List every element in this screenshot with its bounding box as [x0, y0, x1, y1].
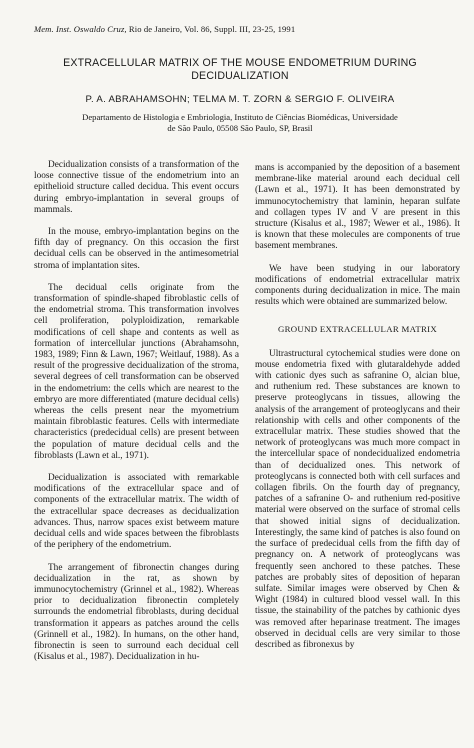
paragraph: Ultrastructural cytochemical studies were done on mouse endometria fixed with glutaraldehyde added with cationic dyes such as safranine O, alcian blue, and ruthenium red. These substances are known to preserve proteoglycans in tissues, allowing the analysis of the arrangement of proteoglycans and their relationship with cells and other components of the extracellular matrix. These studies showed that the network of proteoglycans was much more compact in the intercellular space of nondecidualized endometria than of decidualized ones. This network of proteoglycans is connected both with cell surfaces and collagen fibrils. On the fourth day of pregnancy, patches of a safranine O- and ruthenium red-positive material were observed on the surface of stromal cells that showed initial signs of decidualization. Interestingly, the same kind of patches is also found on the surface of predecidual cells from the fifth day of pregnancy on. A network of proteoglycans was frequently seen anchored to these patches. These patches are probably sites of deposition of heparan sulfate. Similar images were observed by Chen & Wight (1984) in cultured blood vessel wall. In this tissue, the stainability of the patches by cathionic dyes was removed after heparinase treatment. The images observed in decidual cells are very similar to those described as fibronexus by — [255, 348, 460, 650]
journal-citation: Rio de Janeiro, Vol. 86, Suppl. III, 23-25, 1991 — [128, 24, 296, 34]
title-line-1: EXTRACELLULAR MATRIX OF THE MOUSE ENDOMETRIUM DURING — [63, 57, 417, 69]
paragraph: Decidualization is associated with remarkable modifications of the extracellular space and of components of the extracellular matrix. The width of the extracellular space decreases as decidualization advances. Thus, narrow spaces exist betweem mature decidual cells and wide spaces between the fibroblasts of the periphery of the endometrium. — [34, 473, 239, 551]
paragraph: The decidual cells originate from the transformation of spindle-shaped fibroblastic cells of the endometrial stroma. This transformation involves cell proliferation, polyploidization, remarkable modifications of cell shape and contents as well as formation of intercellular junctions (Abrahamsohn, 1983, 1989; Finn & Lawn, 1967; Weitlauf, 1988). As a result of the progressive decidualization of the stroma, several degrees of cell transformation can be observed in the endometrium: the cells which are nearest to the embryo are more differentiated (mature decidual cells) whereas the cells present near the myometrium maintain fibroblastic features. Cells with intermediate characteristics (predecidual cells) are present between the population of mature decidual cells and the fibroblasts (Lawn et al., 1971). — [34, 282, 239, 461]
affiliation-line-1: Departamento de Histologia e Embriologia, Instituto de Ciências Biomédicas, Universidade — [82, 112, 398, 122]
journal-header — [34, 24, 454, 34]
article-title — [40, 57, 440, 82]
section-heading: GROUND EXTRACELLULAR MATRIX — [277, 324, 438, 335]
paragraph: The arrangement of fibronectin changes during decidualization in the rat, as shown by immunocytochemistry (Grinnel et al., 1982). Whereas prior to decidualization fibronectin completely surrounds the endometrial fibroblasts, during decidual transformation it appears as patches around the cells (Grinnell et al., 1982). In humans, on the other hand, fibronectin is seen to surround each decidual cell (Kisalus et al., 1987). Decidualization in hu- — [34, 562, 239, 663]
affiliation — [40, 112, 440, 134]
title-line-2: DECIDUALIZATION — [191, 69, 289, 82]
paragraph: We have been studying in our laboratory modifications of endometrial extracellular matrix components during decidualization in mice. The main results which were obtained are summarized below. — [255, 263, 460, 308]
paragraph: In the mouse, embryo-implantation begins on the fifth day of pregnancy. On this occasion the first decidual cells can be observed in the antimesometrial stroma of implantation sites. — [34, 227, 239, 271]
right-column — [255, 163, 460, 651]
paragraph: Decidualization consists of a transformation of the loose connective tissue of the endometrium into an epithelioid structure called decidua. This event occurs during embryo-implantation in several groups of mammals. — [34, 160, 239, 215]
paragraph-continuation: mans is accompanied by the deposition of a basement membrane-like material around each decidual cell (Lawn et al., 1971). It has been demonstrated by immunocytochemistry that laminin, heparan sulfate and collagen types IV and V are present in this structure (Kisalus et al., 1987; Wewer et al., 1986). It is known that these molecules are components of true basement membranes. — [255, 163, 460, 252]
journal-name: Mem. Inst. Oswaldo Cruz, — [34, 24, 127, 34]
affiliation-line-2: de São Paulo, 05508 São Paulo, SP, Brasil — [167, 123, 313, 133]
left-column — [34, 160, 239, 663]
author-list: P. A. ABRAHAMSOHN; TELMA M. T. ZORN & SERGIO F. OLIVEIRA — [85, 94, 395, 105]
